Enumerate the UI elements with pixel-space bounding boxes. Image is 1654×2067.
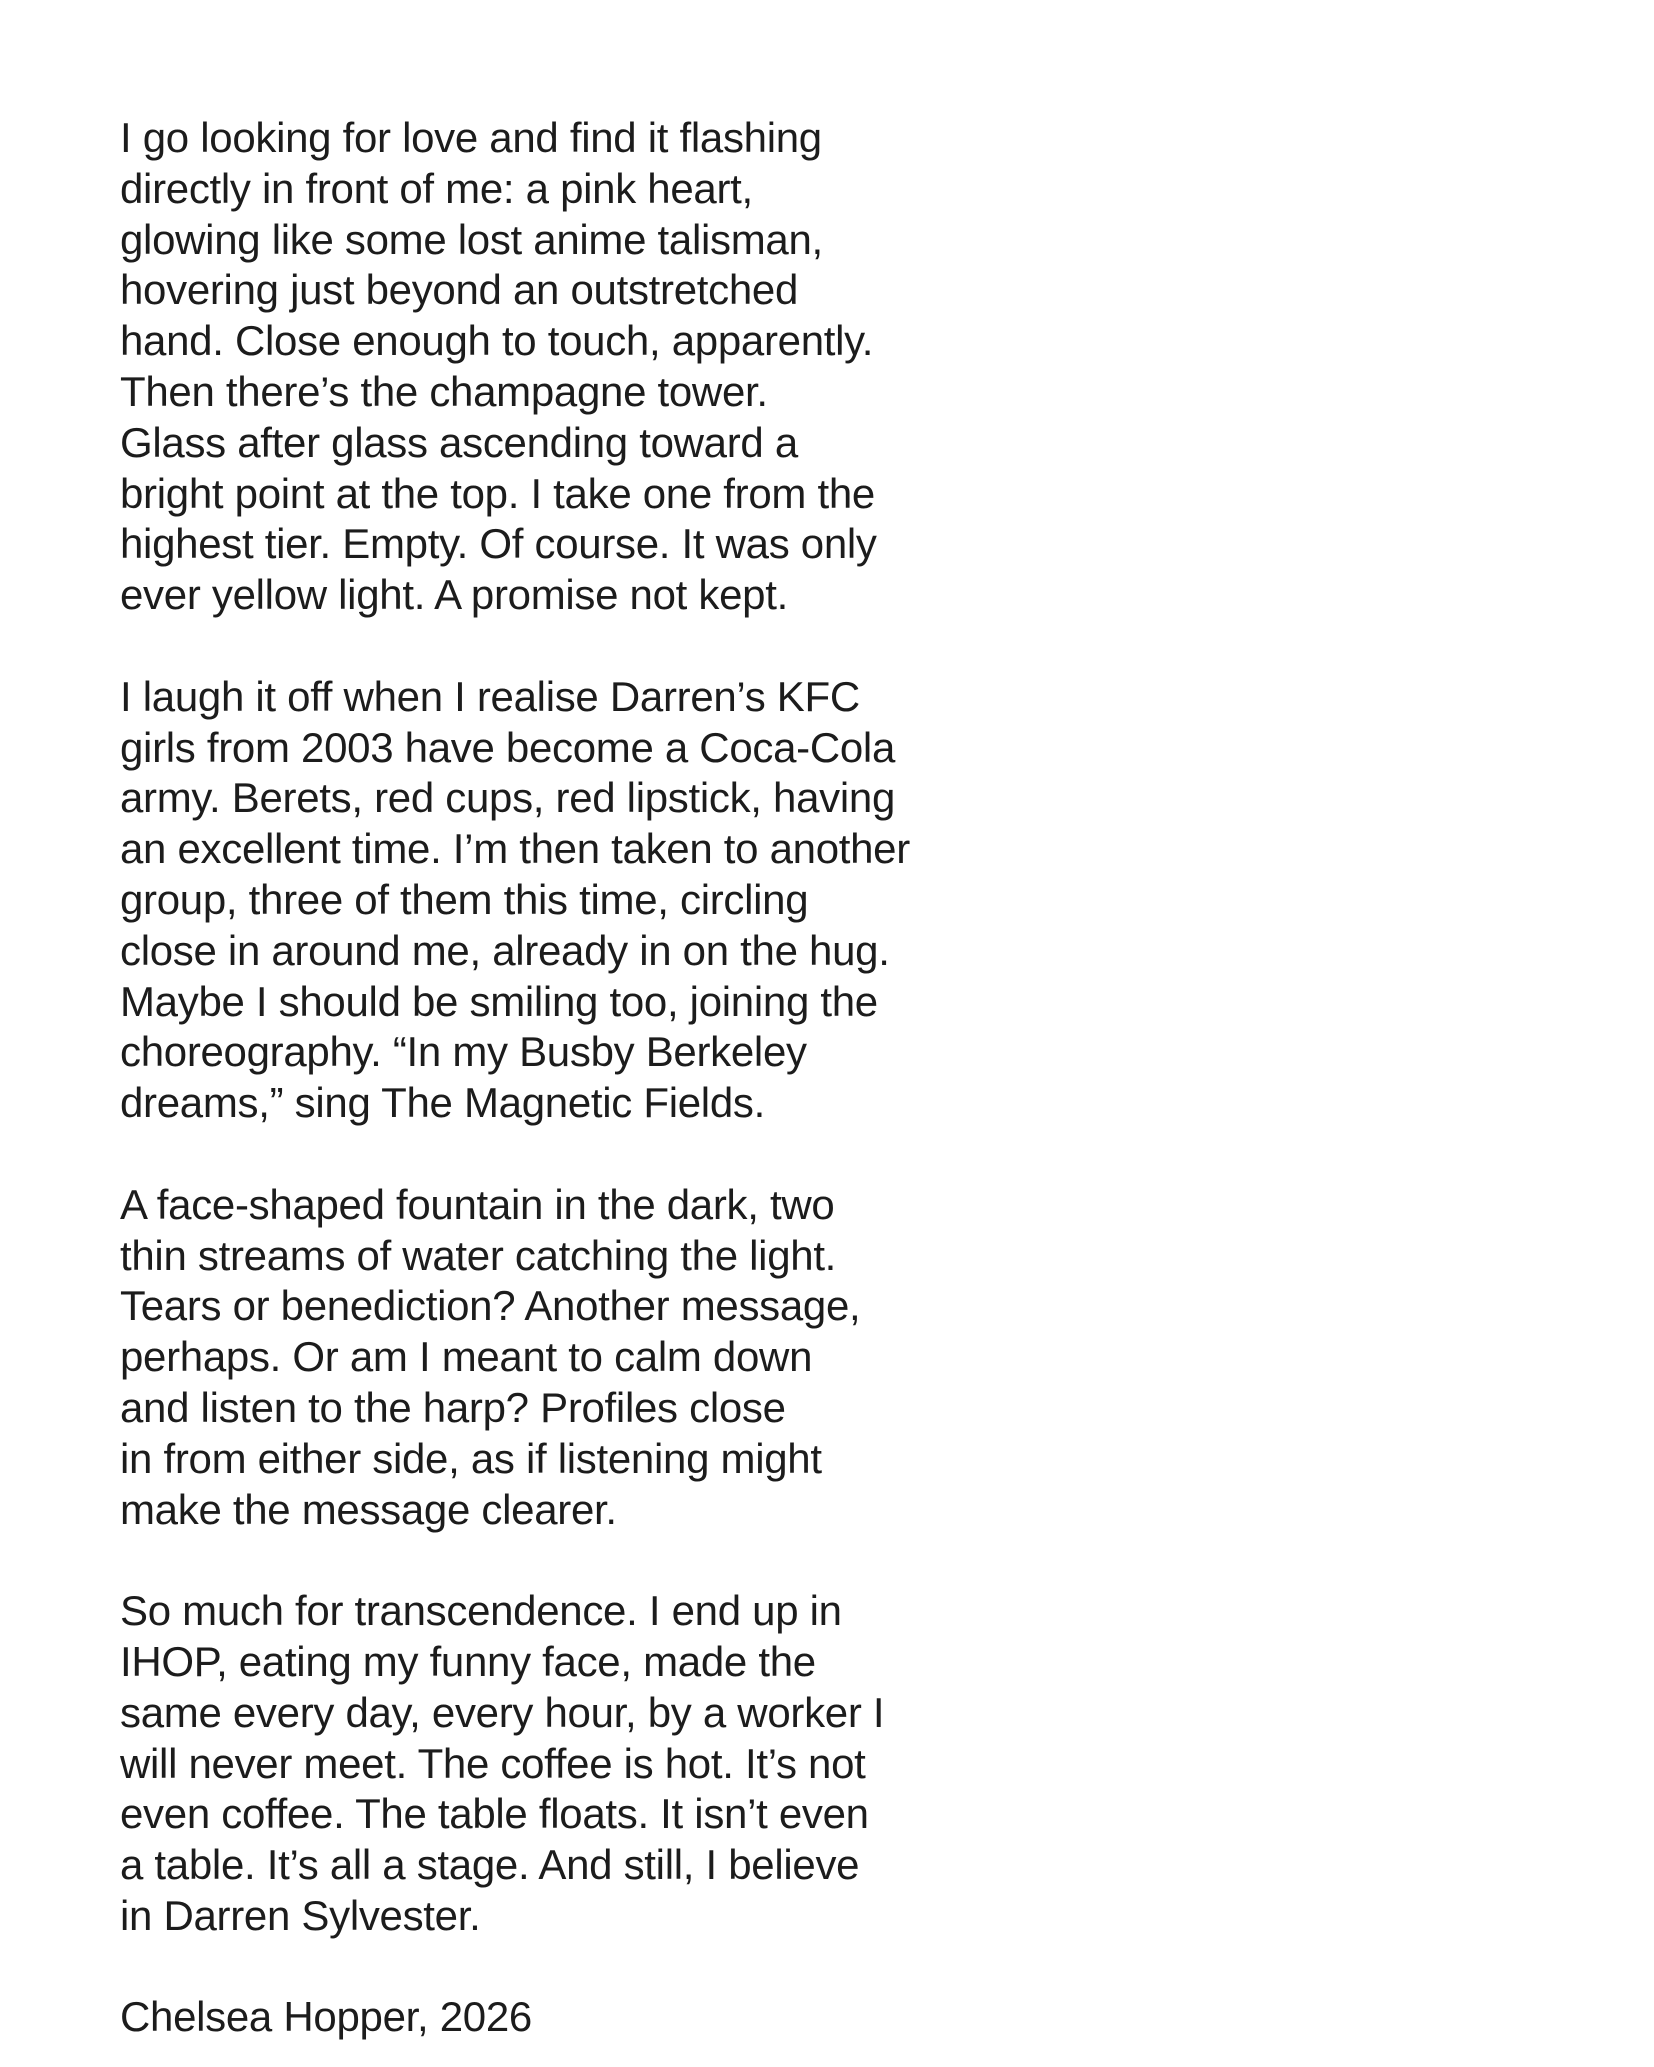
text-line: make the message clearer. — [120, 1485, 617, 1533]
paragraph-3 — [120, 1180, 940, 1536]
text-line: Then there’s the champagne tower. — [120, 367, 768, 415]
text-line: thin streams of water catching the light. — [120, 1231, 837, 1279]
text-line: even coffee. The table floats. It isn’t even — [120, 1790, 869, 1838]
text-line: girls from 2003 have become a Coca-Cola — [120, 723, 896, 771]
text-line: ever yellow light. A promise not kept. — [120, 571, 788, 619]
text-line: an excellent time. I’m then taken to another — [120, 825, 910, 873]
text-line: same every day, every hour, by a worker I — [120, 1688, 885, 1736]
text-line: I go looking for love and find it flashing — [120, 114, 822, 161]
signature-text: Chelsea Hopper, 2026 — [120, 1993, 532, 2041]
text-line: bright point at the top. I take one from the — [120, 469, 875, 517]
text-line: will never meet. The coffee is hot. It’s not — [120, 1739, 866, 1787]
text-line: A face-shaped fountain in the dark, two — [120, 1180, 835, 1228]
text-line: perhaps. Or am I meant to calm down — [120, 1333, 813, 1381]
text-line: Tears or benediction? Another message, — [120, 1282, 861, 1330]
text-line: hovering just beyond an outstretched — [120, 266, 798, 314]
text-line: So much for transcendence. I end up in — [120, 1587, 842, 1635]
text-line: glowing like some lost anime talisman, — [120, 215, 823, 263]
text-line: Glass after glass ascending toward a — [120, 418, 798, 466]
text-line: and listen to the harp? Profiles close — [120, 1383, 786, 1431]
text-line: IHOP, eating my funny face, made the — [120, 1637, 816, 1685]
text-line: group, three of them this time, circling — [120, 875, 809, 923]
text-line: in Darren Sylvester. — [120, 1891, 481, 1939]
text-line: directly in front of me: a pink heart, — [120, 164, 753, 212]
text-line: close in around me, already in on the hug. — [120, 926, 890, 974]
text-line: hand. Close enough to touch, apparently. — [120, 317, 874, 365]
text-line: in from either side, as if listening might — [120, 1434, 822, 1482]
text-line: dreams,” sing The Magnetic Fields. — [120, 1079, 765, 1127]
text-line: choreography. “In my Busby Berkeley — [120, 1028, 807, 1076]
paragraph-1 — [120, 113, 940, 621]
text-line: Maybe I should be smiling too, joining the — [120, 977, 878, 1025]
paragraph-4 — [120, 1586, 940, 1942]
text-line: a table. It’s all a stage. And still, I believe — [120, 1841, 860, 1889]
essay-text — [120, 113, 940, 2043]
text-line: I laugh it off when I realise Darren’s KFC — [120, 672, 860, 720]
text-line: highest tier. Empty. Of course. It was only — [120, 520, 877, 568]
author-signature — [120, 1992, 940, 2043]
paragraph-2 — [120, 672, 940, 1129]
text-line: army. Berets, red cups, red lipstick, having — [120, 774, 895, 822]
